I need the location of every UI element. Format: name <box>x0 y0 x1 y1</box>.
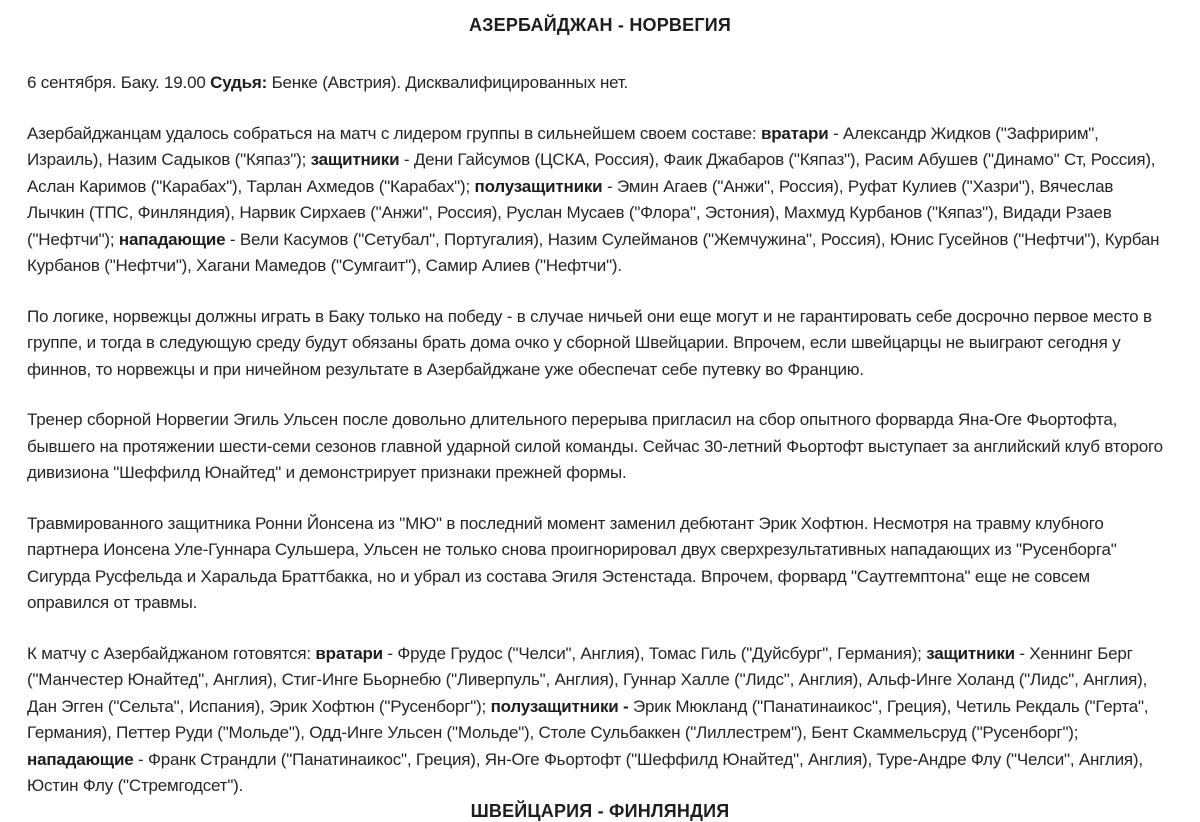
azerbaijan-squad-paragraph: Азербайджанцам удалось собраться на матч с лидером группы в сильнейшем своем составе: вратари - Александр Жидков ("Зафририм", Израиль), Назим Садыков ("Кяпаз"); защитники - Дени Гайсумов (ЦСКА, Россия), Фаик Джабаров ("Кяпаз"), Расим Абушев ("Динамо" Ст, Россия), Аслан Каримов ("Карабах"), Тарлан Ахмедов ("Карабах"); полузащитники - Эмин Агаев ("Анжи", Россия), Руфат Кулиев ("Хазри"), Вячеслав Лычкин (ТПС, Финляндия), Нарвик Сирхаев ("Анжи", Россия), Руслан Мусаев ("Флора", Эстония), Махмуд Курбанов ("Кяпаз"), Видади Рзаев ("Нефтчи"); нападающие - Вели Касумов ("Сетубал", Португалия), Назим Сулейманов ("Жемчужина", Россия), Юнис Гусейнов ("Нефтчи"), Курбан Курбанов ("Нефтчи"), Хагани Мамедов ("Сумгаит"), Самир Алиев ("Нефтчи"). <box>27 123 1160 275</box>
injuries-paragraph: Травмированного защитника Ронни Йонсена из "МЮ" в последний момент заменил дебютант Эрик Хофтюн. Несмотря на травму клубного партнера Ионсена Уле-Гуннара Сульшера, Ульсен не только снова проигнорировал двух сверхрезультативных нападающих из "Русенборга" Сигурда Русфельда и Харальда Браттбакка, но и убрал из состава Эгиля Эстенстада. Впрочем, форвард "Саутгемптона" еще не совсем оправился от травмы. <box>27 513 1117 612</box>
next-match-title: ШВЕЙЦАРИЯ - ФИНЛЯНДИЯ <box>470 800 730 821</box>
norway-squad-paragraph: К матчу с Азербайджаном готовятся: вратари - Фруде Грудос ("Челси", Англия), Томас Гиль ("Дуйсбург", Германия); защитники - Хеннинг Берг ("Манчестер Юнайтед", Англия), Стиг-Инге Бьорнебю ("Ливерпуль", Англия), Гуннар Халле ("Лидс", Англия), Альф-Инге Холанд ("Лидс", Англия), Дан Эгген ("Сельта", Испания), Эрик Хофтюн ("Русенборг"); полузащитники - Эрик Мюкланд ("Панатинаикос", Греция), Четиль Рекдаль ("Герта", Германия), Петтер Руди ("Мольде"), Одд-Инге Ульсен ("Мольде"), Столе Сульбаккен ("Лиллестрем"), Бент Скаммельсруд ("Русенборг"); нападающие - Франк Страндли ("Панатинаикос", Греция), Ян-Оге Фьортофт ("Шеффилд Юнайтед", Англия), Туре-Андре Флу ("Челси", Англия), Юстин Флу ("Стремгодсет"). <box>27 643 1149 795</box>
match-article <box>0 14 1200 821</box>
norway-coach-paragraph: Тренер сборной Норвегии Эгиль Ульсен после довольно длительного перерыва пригласил на сбор опытного форварда Яна-Оге Фьортофта, бывшего на протяжении шести-семи сезонов главной ударной силой команды. Сейчас 30-летний Фьортофт выступает за английский клуб второго дивизиона "Шеффилд Юнайтед" и демонстрирует признаки прежней формы. <box>27 410 1163 482</box>
match-info-line: 6 сентября. Баку. 19.00 Судья: Бенке (Австрия). Дисквалифицированных нет. <box>27 73 629 92</box>
match-title: АЗЕРБАЙДЖАН - НОРВЕГИЯ <box>468 15 732 35</box>
match-logic-paragraph: По логике, норвежцы должны играть в Баку только на победу - в случае ничьей они еще могут и не гарантировать себе досрочно первое место в группе, и тогда в следующую среду будут обязаны брать дома очко у сборной Швейцарии. Впрочем, если швейцарцы не выиграют сегодня у финнов, то норвежцы и при ничейном результате в Азербайджане уже обеспечат себе путевку во Францию. <box>27 306 1152 379</box>
